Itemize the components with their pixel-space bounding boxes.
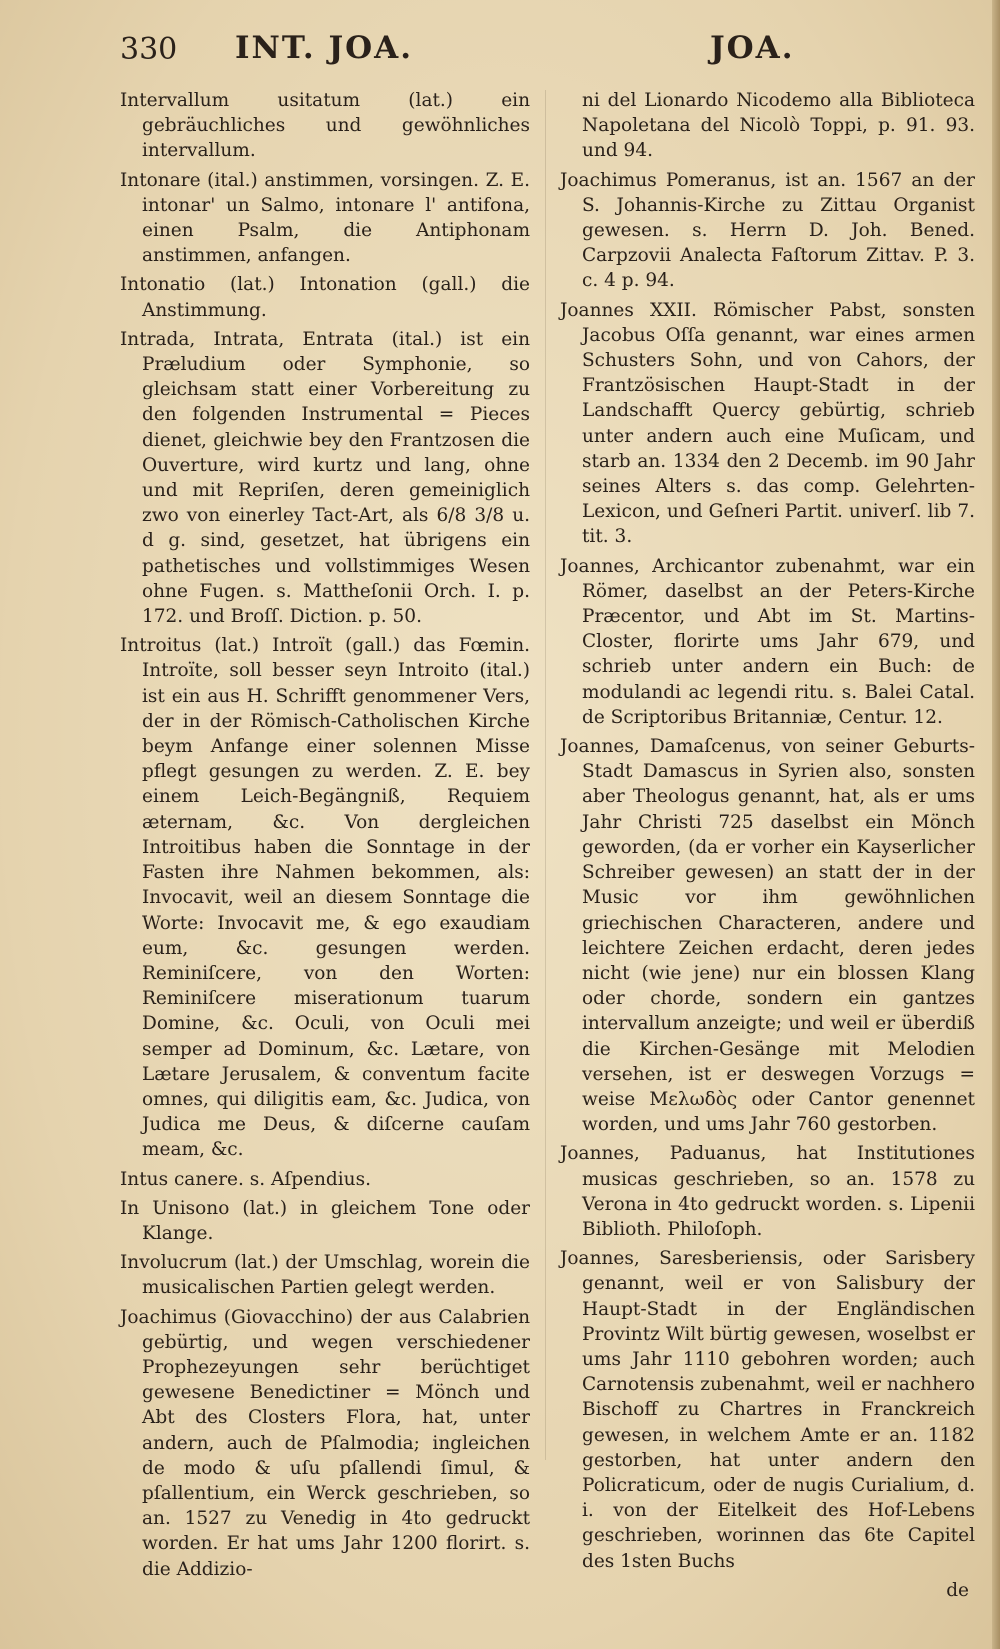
page-edge [992, 0, 1000, 1649]
entry-intrada: Intrada, Intrata, Entrata (ital.) ist ein Præludium oder Symphonie, so gleichsam statt einer Vorbereitung zu den folgenden Instrumental = Pieces dienet, gleichwie bey den Frantzosen die Ouverture, wird kurtz und lang, ohne und mit Repriſen, deren gemeiniglich zwo von einerley Tact-Art, als 6/8 3/8 u. d g. sind, gesetzet, hat übrigens ein pathetisches und vollstimmiges Wesen ohne Fugen. s. Mattheſonii Orch. I. p. 172. und Broſſ. Dictiοn. p. 50. [120, 328, 530, 628]
entry-joannes-damascenus: Joannes, Damaſcenus, von seiner Geburts-Stadt Damascus in Syrien also, sonsten aber Theologus genannt, hat, als er ums Jahr Christi 725 daselbst ein Mönch geworden, (da er vorher ein Kayserlicher Schreiber gewesen) an statt der in der Music vor ihm gewöhnlichen griechischen Characteren, andere und leichtere Zeichen erdacht, deren jedes nicht (wie jene) nur ein blossen Klang oder chorde, sondern ein gantzes intervallum anzeigte; und weil er überdiß die Kirchen-Gesänge mit Melodien versehen, ist er deswegen Vorzugs = weise Μελωδὸς oder Cantor genennet worden, und ums Jahr 760 gestorben. [560, 736, 975, 1136]
catchword: de [946, 1579, 969, 1601]
entry-in-unisono: In Unisono (lat.) in gleichem Tone oder Klange. [120, 1197, 530, 1244]
entry-intervallum: Intervallum usitatum (lat.) ein gebräuchliches und gewöhnliches intervallum. [120, 90, 530, 162]
entry-involucrum: Involucrum (lat.) der Umschlag, worein die musicalischen Partien gelegt werden. [120, 1252, 530, 1299]
entry-joannes-paduanus: Joannes, Paduanus, hat Institutiones musicas geschrieben, so an. 1578 zu Verona in 4to gedruckt worden. s. Lipenii Biblioth. Philoſoph. [560, 1143, 975, 1240]
left-column [120, 88, 530, 1586]
entry-joannes-saresberiensis: Joannes, Saresberiensis, oder Sarisbery genannt, weil er von Salisbury der Haupt-Stadt in der Engländischen Provintz Wilt bürtig gewesen, woselbst er ums Jahr 1110 gebohren worden; auch Carnotensis zubenahmt, weil er nachhero Bischoff zu Chartres in Franckreich gewesen, in welchem Amte er an. 1182 gestorben, hat unter andern den Policraticum, oder de nugis Curialium, d. i. von der Eitelkeit des Hof-Lebens geschrieben, worinnen das 6te Capitel des 1sten Buchs [560, 1248, 975, 1572]
entry-continuation: ni del Lionardo Nicodemo alla Biblioteca Napoletana del Nicolò Toppi, p. 91. 93. und 94. [582, 90, 975, 162]
entry-intonatio: Intonatio (lat.) Intonation (gall.) die Anstimmung. [120, 274, 530, 321]
running-header [120, 30, 980, 76]
page-number: 330 [120, 32, 178, 67]
entry-intonare: Intonare (ital.) anstimmen, vorsingen. Z. E. intonar' un Salmo, intonare l' antifona, einen Psalm, die Antiphonam anstimmen, anfangen. [120, 169, 530, 267]
entry-intus-canere: Intus canere. s. Aſpendius. [120, 1168, 371, 1190]
entry-joachimus-pomeranus: Joachimus Pomeranus, ist an. 1567 an der S. Johannis-Kirche zu Zittau Organist gewesen. s. Herrn D. Joh. Bened. Carpzovii Analecta Faſtorum Zittav. P. 3. c. 4 p. 94. [560, 169, 975, 292]
header-left: INT. JOA. [235, 30, 414, 66]
entry-joannes-xxii: Joannes XXII. Römischer Pabst, sonsten Jacobus Oſſa genannt, war eines armen Schusters Sohn, und von Cahors, der Frantzösischen Haupt-Stadt in der Landschafft Quercy gebürtig, schrieb unter andern auch eine Muſicam, und starb an. 1334 den 2 Decemb. im 90 Jahr seines Alters s. das comp. Gelehrten-Lexicon, und Geſneri Partit. univerſ. lib 7. tit. 3. [560, 299, 975, 548]
header-right: JOA. [710, 30, 795, 66]
entry-introitus: Introitus (lat.) Introït (gall.) das Fœmin. Introïte, soll besser seyn Introito (ital.) ist ein aus H. Schrifft genommener Vers, der in der Römisch-Catholischen Kirche beym Anfange einer solennen Misse pflegt gesungen zu werden. Z. E. bey einem Leich-Begängniß, Requiem æternam, &c. Von dergleichen Introitibus haben die Sonntage in der Fasten ihre Nahmen bekommen, als: Invocavit, weil an diesem Sonntage die Worte: Invocavit me, & ego exaudiam eum, &c. gesungen werden. Reminiſcere, von den Worten: Reminiſcere miserationum tuarum Domine, &c. Oculi, von Oculi mei semper ad Dominum, &c. Lætare, von Lætare Jerusalem, & conventum facite omnes, qui diligitis eam, &c. Judica, von Judica me Deus, & diſcerne cauſam meam, &c. [120, 635, 530, 1161]
entry-joannes-archicantor: Joannes, Archicantor zubenahmt, war ein Römer, daselbst an der Peters-Kirche Præcentor, und Abt im St. Martins-Closter, florirte ums Jahr 679, und schrieb unter andern ein Buch: de modulandi ac legendi ritu. s. Balei Catal. de Scriptoribus Britanniæ, Centur. 12. [560, 555, 975, 728]
right-column [560, 88, 975, 1603]
entry-joachimus: Joachimus (Giovacchino) der aus Calabrien gebürtig, und wegen verschiedener Prophezeyungen sehr berüchtiget gewesene Benedictiner = Mönch und Abt des Closters Flora, hat, unter andern, auch de Pſalmodia; ingleichen de modo & uſu pſallendi ſimul, & pſallentium, ein Werck geschrieben, so an. 1527 zu Venedig in 4to gedruckt worden. Er hat ums Jahr 1200 florirt. s. die Addizio- [120, 1306, 530, 1580]
column-divider [545, 90, 546, 1460]
